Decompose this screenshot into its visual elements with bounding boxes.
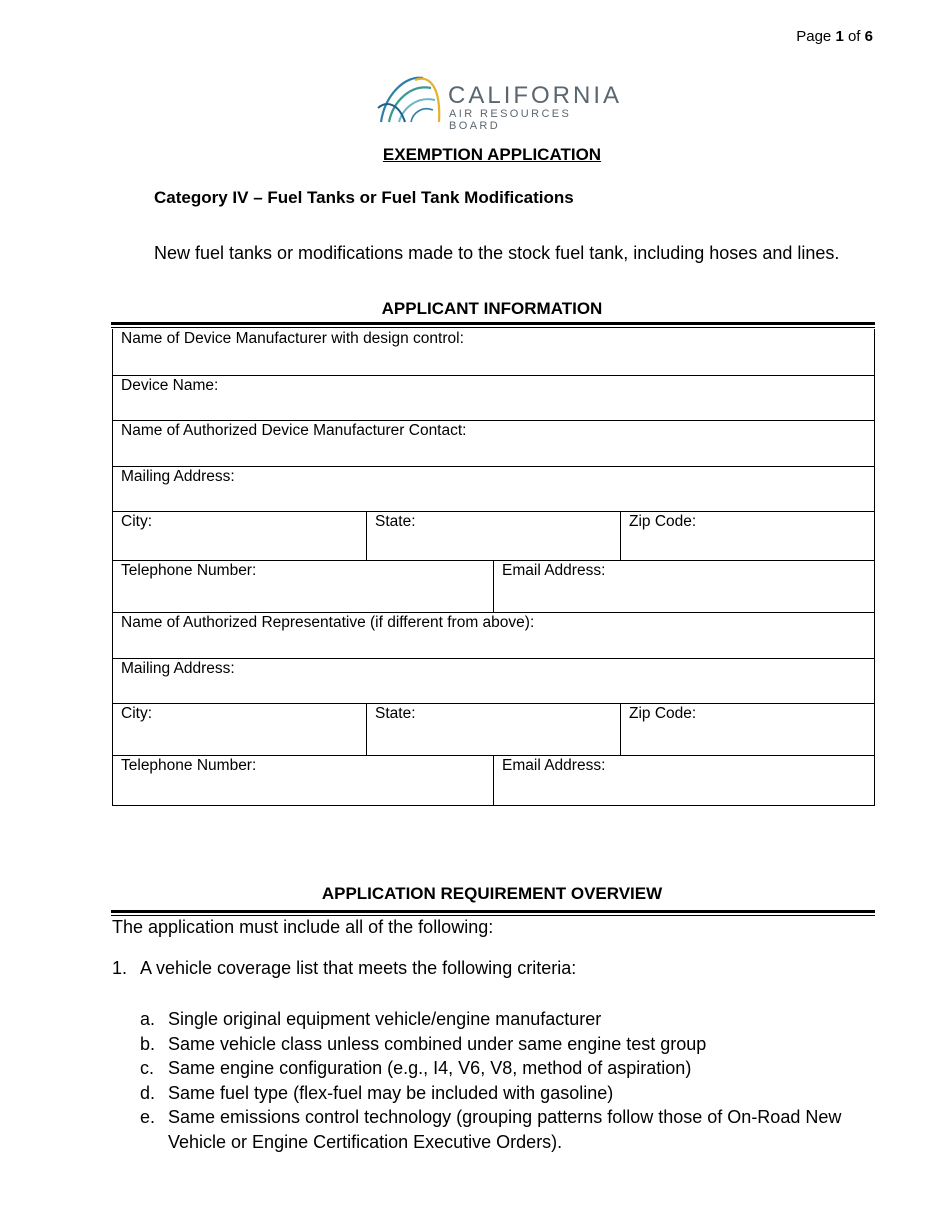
city-field[interactable]: City: (121, 513, 152, 530)
rep-zip-code-field[interactable]: Zip Code: (620, 704, 874, 755)
list-item (140, 1007, 880, 1032)
logo-org-text: CALIFORNIA (448, 82, 623, 109)
form-row (113, 703, 874, 755)
applicant-section-title: APPLICANT INFORMATION (381, 299, 603, 318)
manufacturer-field[interactable]: Name of Device Manufacturer with design control: (121, 330, 464, 347)
page-total: 6 (864, 28, 873, 45)
form-row (113, 560, 874, 612)
carb-logo (375, 70, 623, 132)
contact-field[interactable]: Name of Authorized Device Manufacturer Contact: (121, 422, 467, 439)
carb-arches-icon (375, 70, 447, 126)
item-text: A vehicle coverage list that meets the following criteria: (140, 958, 577, 978)
zip-code-field[interactable]: Zip Code: (620, 512, 874, 560)
form-row (113, 329, 874, 375)
representative-field[interactable]: Name of Authorized Representative (if different from above): (121, 614, 535, 631)
rep-mailing-address-field[interactable]: Mailing Address: (121, 660, 235, 677)
form-row (113, 466, 874, 511)
list-item (140, 1105, 880, 1154)
page-current: 1 (835, 28, 844, 45)
category-heading: Category IV – Fuel Tanks or Fuel Tank Modifications (154, 188, 574, 207)
requirements-intro: The application must include all of the following: (112, 917, 494, 937)
state-field[interactable]: State: (366, 512, 620, 560)
form-row (113, 511, 874, 560)
list-letter: c. (140, 1058, 155, 1078)
form-row (113, 755, 874, 805)
document-title: EXEMPTION APPLICATION (382, 145, 602, 164)
applicant-form (112, 329, 875, 806)
category-description: New fuel tanks or modifications made to the stock fuel tank, including hoses and lines. (154, 243, 840, 263)
page-of: of (847, 28, 861, 45)
mailing-address-field[interactable]: Mailing Address: (121, 468, 235, 485)
requirements-section-title: APPLICATION REQUIREMENT OVERVIEW (321, 884, 663, 903)
page-prefix: Page (796, 28, 832, 45)
list-letter: e. (140, 1107, 156, 1127)
rep-telephone-field[interactable]: Telephone Number: (121, 757, 257, 774)
item-number: 1. (112, 958, 128, 978)
form-row (113, 612, 874, 658)
list-text: Same engine configuration (e.g., I4, V6, V8, method of aspiration) (168, 1058, 692, 1078)
list-letter: d. (140, 1082, 156, 1103)
list-text: Same vehicle class unless combined under same engine test group (168, 1033, 707, 1054)
rep-city-field[interactable]: City: (121, 705, 152, 722)
logo-sub-text: AIR RESOURCES BOARD (449, 108, 572, 132)
telephone-field[interactable]: Telephone Number: (121, 562, 257, 579)
rep-state-field[interactable]: State: (366, 704, 620, 755)
list-text: Same fuel type (flex-fuel may be included with gasoline) (168, 1082, 614, 1103)
form-row (113, 375, 874, 420)
form-row (113, 658, 874, 703)
applicant-section-rule (111, 322, 875, 328)
requirements-section-rule (111, 910, 875, 916)
criteria-list (140, 1007, 880, 1154)
device-name-field[interactable]: Device Name: (121, 377, 219, 394)
rep-email-field[interactable]: Email Address: (493, 756, 874, 805)
list-text: Single original equipment vehicle/engine manufacturer (168, 1009, 602, 1029)
requirement-item (112, 958, 576, 979)
list-text: Same emissions control technology (grouping patterns follow those of On-Road New Vehicle or Engine Certification Executive Orders). (168, 1107, 842, 1152)
list-item (140, 1081, 880, 1106)
email-field[interactable]: Email Address: (493, 561, 874, 612)
page-number (796, 28, 873, 45)
list-item (140, 1056, 880, 1081)
list-letter: a. (140, 1009, 156, 1029)
list-item (140, 1032, 880, 1057)
form-row (113, 420, 874, 466)
list-letter: b. (140, 1033, 156, 1054)
